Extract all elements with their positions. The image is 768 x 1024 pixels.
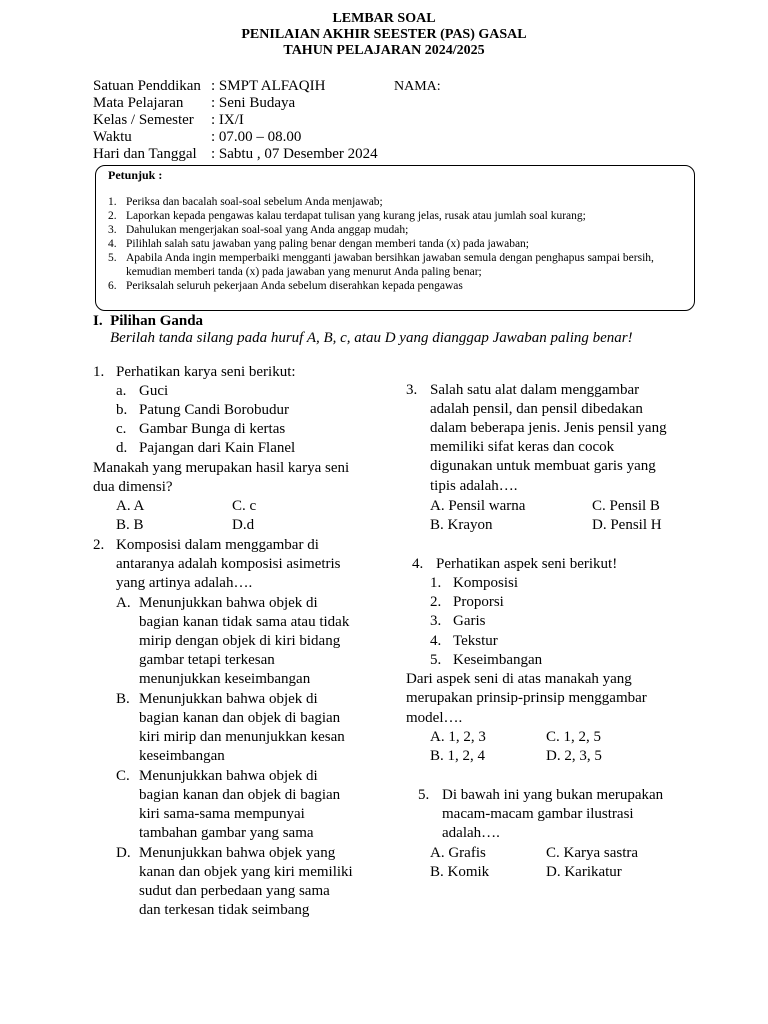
q1-option-c[interactable]: C. c bbox=[232, 498, 257, 514]
title-line-2: PENILAIAN AKHIR SEESTER (PAS) GASAL bbox=[241, 27, 527, 42]
q4-item-number: 5. bbox=[430, 652, 442, 668]
q2-option-c-line[interactable]: kiri sama-sama mempunyai bbox=[139, 806, 305, 822]
instruction-number: 5. bbox=[108, 252, 117, 264]
info-date-label: Hari dan Tanggal bbox=[93, 146, 197, 162]
instruction-text: Periksalah seluruh pekerjaan Anda sebelum diserahkan kepada pengawas bbox=[126, 280, 463, 292]
q4-item-text: Garis bbox=[453, 613, 486, 629]
q4-option-c[interactable]: C. 1, 2, 5 bbox=[546, 729, 602, 745]
q2-option-b-line[interactable]: bagian kanan dan objek di bagian bbox=[139, 710, 341, 726]
instruction-item bbox=[108, 195, 688, 209]
q2-option-c-line[interactable]: tambahan gambar yang sama bbox=[139, 825, 314, 841]
q2-option-a-line[interactable]: Menunjukkan bahwa objek di bbox=[139, 595, 318, 611]
q4-item-text: Proporsi bbox=[453, 594, 504, 610]
q5-text-line: macam-macam gambar ilustrasi bbox=[442, 806, 634, 822]
q4-item-text: Komposisi bbox=[453, 575, 519, 591]
q2-option-d-line[interactable]: Menunjukkan bahwa objek yang bbox=[139, 845, 336, 861]
q1-question-line: dua dimensi? bbox=[93, 479, 173, 495]
section-title: Pilihan Ganda bbox=[110, 313, 204, 329]
instruction-text: Periksa dan bacalah soal-soal sebelum Anda menjawab; bbox=[126, 196, 383, 208]
q2-option-b-line[interactable]: keseimbangan bbox=[139, 748, 225, 764]
q4-item-number: 2. bbox=[430, 594, 442, 610]
q1-item-letter: b. bbox=[116, 402, 128, 418]
q1-option-a[interactable]: A. A bbox=[116, 498, 145, 514]
instruction-number: 3. bbox=[108, 224, 117, 236]
q3-text-line: memiliki sifat keras dan cocok bbox=[430, 439, 615, 455]
q4-option-b[interactable]: B. 1, 2, 4 bbox=[430, 748, 486, 764]
q2-option-b-line[interactable]: kiri mirip dan menunjukkan kesan bbox=[139, 729, 345, 745]
q2-option-d-letter[interactable]: D. bbox=[116, 845, 131, 861]
instruction-item bbox=[108, 209, 688, 223]
q4-option-d[interactable]: D. 2, 3, 5 bbox=[546, 748, 602, 764]
q2-option-a-line[interactable]: gambar tetapi terkesan bbox=[139, 652, 275, 668]
q1-question-line: Manakah yang merupakan hasil karya seni bbox=[93, 460, 350, 476]
q2-option-a-letter[interactable]: A. bbox=[116, 595, 131, 611]
q2-option-c-letter[interactable]: C. bbox=[116, 768, 130, 784]
q4-text: Perhatikan aspek seni berikut! bbox=[436, 556, 618, 572]
q5-option-d[interactable]: D. Karikatur bbox=[546, 864, 622, 880]
q5-text-line: Di bawah ini yang bukan merupakan bbox=[442, 787, 664, 803]
q1-item-text: Pajangan dari Kain Flanel bbox=[139, 440, 296, 456]
q3-option-b[interactable]: B. Krayon bbox=[430, 517, 493, 533]
q5-option-b[interactable]: B. Komik bbox=[430, 864, 490, 880]
q2-text-line: Komposisi dalam menggambar di bbox=[116, 537, 319, 553]
info-name-label: NAMA: bbox=[394, 79, 441, 94]
info-time-value: : 07.00 – 08.00 bbox=[211, 129, 302, 145]
instruction-item bbox=[108, 279, 688, 293]
q3-text-line: Salah satu alat dalam menggambar bbox=[430, 382, 640, 398]
q2-option-b-letter[interactable]: B. bbox=[116, 691, 130, 707]
title-line-1: LEMBAR SOAL bbox=[332, 11, 436, 26]
q2-option-d-line[interactable]: sudut dan perbedaan yang sama bbox=[139, 883, 330, 899]
q4-item-number: 1. bbox=[430, 575, 442, 591]
info-school-label: Satuan Penddikan bbox=[93, 78, 201, 94]
info-school-value: : SMPT ALFAQIH bbox=[211, 78, 326, 94]
instruction-number: 2. bbox=[108, 210, 117, 222]
instruction-text: Laporkan kepada pengawas kalau terdapat tulisan yang kurang jelas, rusak atau jumlah soal kurang; bbox=[126, 210, 586, 222]
info-time bbox=[93, 129, 301, 146]
instruction-text: Pilihlah salah satu jawaban yang paling benar dengan memberi tanda (x) pada jawaban; bbox=[126, 238, 529, 250]
instruction-number: 6. bbox=[108, 280, 117, 292]
q3-text-line: dalam beberapa jenis. Jenis pensil yang bbox=[430, 420, 667, 436]
q2-option-b-line[interactable]: Menunjukkan bahwa objek di bbox=[139, 691, 318, 707]
q2-option-d-line[interactable]: kanan dan objek yang kiri memiliki bbox=[139, 864, 353, 880]
q1-option-d[interactable]: D.d bbox=[232, 517, 255, 533]
instruction-item bbox=[108, 251, 688, 279]
q1-item-text: Guci bbox=[139, 383, 169, 399]
info-time-label: Waktu bbox=[93, 129, 132, 145]
instruction-item bbox=[108, 237, 688, 251]
title-line-3: TAHUN PELAJARAN 2024/2025 bbox=[283, 43, 485, 58]
section-instruction: Berilah tanda silang pada huruf A, B, c, atau D yang dianggap Jawaban paling benar! bbox=[110, 330, 633, 346]
q4-question-line: Dari aspek seni di atas manakah yang bbox=[406, 671, 632, 687]
instruction-number: 4. bbox=[108, 238, 117, 250]
q4-option-a[interactable]: A. 1, 2, 3 bbox=[430, 729, 486, 745]
instruction-item bbox=[108, 223, 688, 237]
info-class-value: : IX/I bbox=[211, 112, 244, 128]
q5-number: 5. bbox=[418, 787, 430, 803]
q3-option-a[interactable]: A. Pensil warna bbox=[430, 498, 526, 514]
info-class bbox=[93, 112, 244, 129]
info-school bbox=[93, 78, 325, 95]
q1-item-text: Patung Candi Borobudur bbox=[139, 402, 289, 418]
q3-text-line: tipis adalah…. bbox=[430, 478, 518, 494]
q5-option-a[interactable]: A. Grafis bbox=[430, 845, 486, 861]
q5-text-line: adalah…. bbox=[442, 825, 500, 841]
q2-option-a-line[interactable]: bagian kanan tidak sama atau tidak bbox=[139, 614, 350, 630]
info-subject-value: : Seni Budaya bbox=[211, 95, 296, 111]
section-number: I. bbox=[93, 313, 103, 329]
q4-item-text: Tekstur bbox=[453, 633, 498, 649]
q1-number: 1. bbox=[93, 364, 105, 380]
q2-option-c-line[interactable]: Menunjukkan bahwa objek di bbox=[139, 768, 318, 784]
q4-question-line: merupakan prinsip-prinsip menggambar bbox=[406, 690, 647, 706]
q2-option-a-line[interactable]: mirip dengan objek di kiri bidang bbox=[139, 633, 341, 649]
q4-item-number: 4. bbox=[430, 633, 442, 649]
instructions-title: Petunjuk : bbox=[108, 168, 163, 182]
q2-option-d-line[interactable]: dan terkesan tidak seimbang bbox=[139, 902, 310, 918]
q1-item-letter: a. bbox=[116, 383, 127, 399]
q2-option-c-line[interactable]: bagian kanan dan objek di bagian bbox=[139, 787, 341, 803]
q1-item-text: Gambar Bunga di kertas bbox=[139, 421, 286, 437]
q3-number: 3. bbox=[406, 382, 418, 398]
q1-option-b[interactable]: B. B bbox=[116, 517, 144, 533]
q4-item-number: 3. bbox=[430, 613, 442, 629]
q4-question-line: model…. bbox=[406, 710, 463, 726]
instruction-text: Apabila Anda ingin memperbaiki mengganti jawaban bersihkan jawaban semula dengan penghapus sampai bersih, kemudian memberi tanda (x) pada jawaban yang menurut Anda paling benar; bbox=[126, 252, 654, 278]
instruction-text: Dahulukan mengerjakan soal-soal yang Anda anggap mudah; bbox=[126, 224, 409, 236]
q2-text-line: yang artinya adalah…. bbox=[116, 575, 253, 591]
q4-number: 4. bbox=[412, 556, 424, 572]
q1-item-letter: c. bbox=[116, 421, 127, 437]
q2-number: 2. bbox=[93, 537, 105, 553]
info-class-label: Kelas / Semester bbox=[93, 112, 194, 128]
q3-text-line: digunakan untuk membuat garis yang bbox=[430, 458, 656, 474]
q5-option-c[interactable]: C. Karya sastra bbox=[546, 845, 639, 861]
info-date-value: : Sabtu , 07 Desember 2024 bbox=[211, 146, 378, 162]
info-subject bbox=[93, 95, 295, 112]
q1-text: Perhatikan karya seni berikut: bbox=[116, 364, 296, 380]
info-subject-label: Mata Pelajaran bbox=[93, 95, 184, 111]
q3-option-d[interactable]: D. Pensil H bbox=[592, 517, 662, 533]
q2-text-line: antaranya adalah komposisi asimetris bbox=[116, 556, 341, 572]
q3-option-c[interactable]: C. Pensil B bbox=[592, 498, 660, 514]
q4-item-text: Keseimbangan bbox=[453, 652, 543, 668]
instruction-number: 1. bbox=[108, 196, 117, 208]
q2-option-a-line[interactable]: menunjukkan keseimbangan bbox=[139, 671, 311, 687]
info-date bbox=[93, 146, 378, 163]
q1-item-letter: d. bbox=[116, 440, 128, 456]
q3-text-line: adalah pensil, dan pensil dibedakan bbox=[430, 401, 643, 417]
